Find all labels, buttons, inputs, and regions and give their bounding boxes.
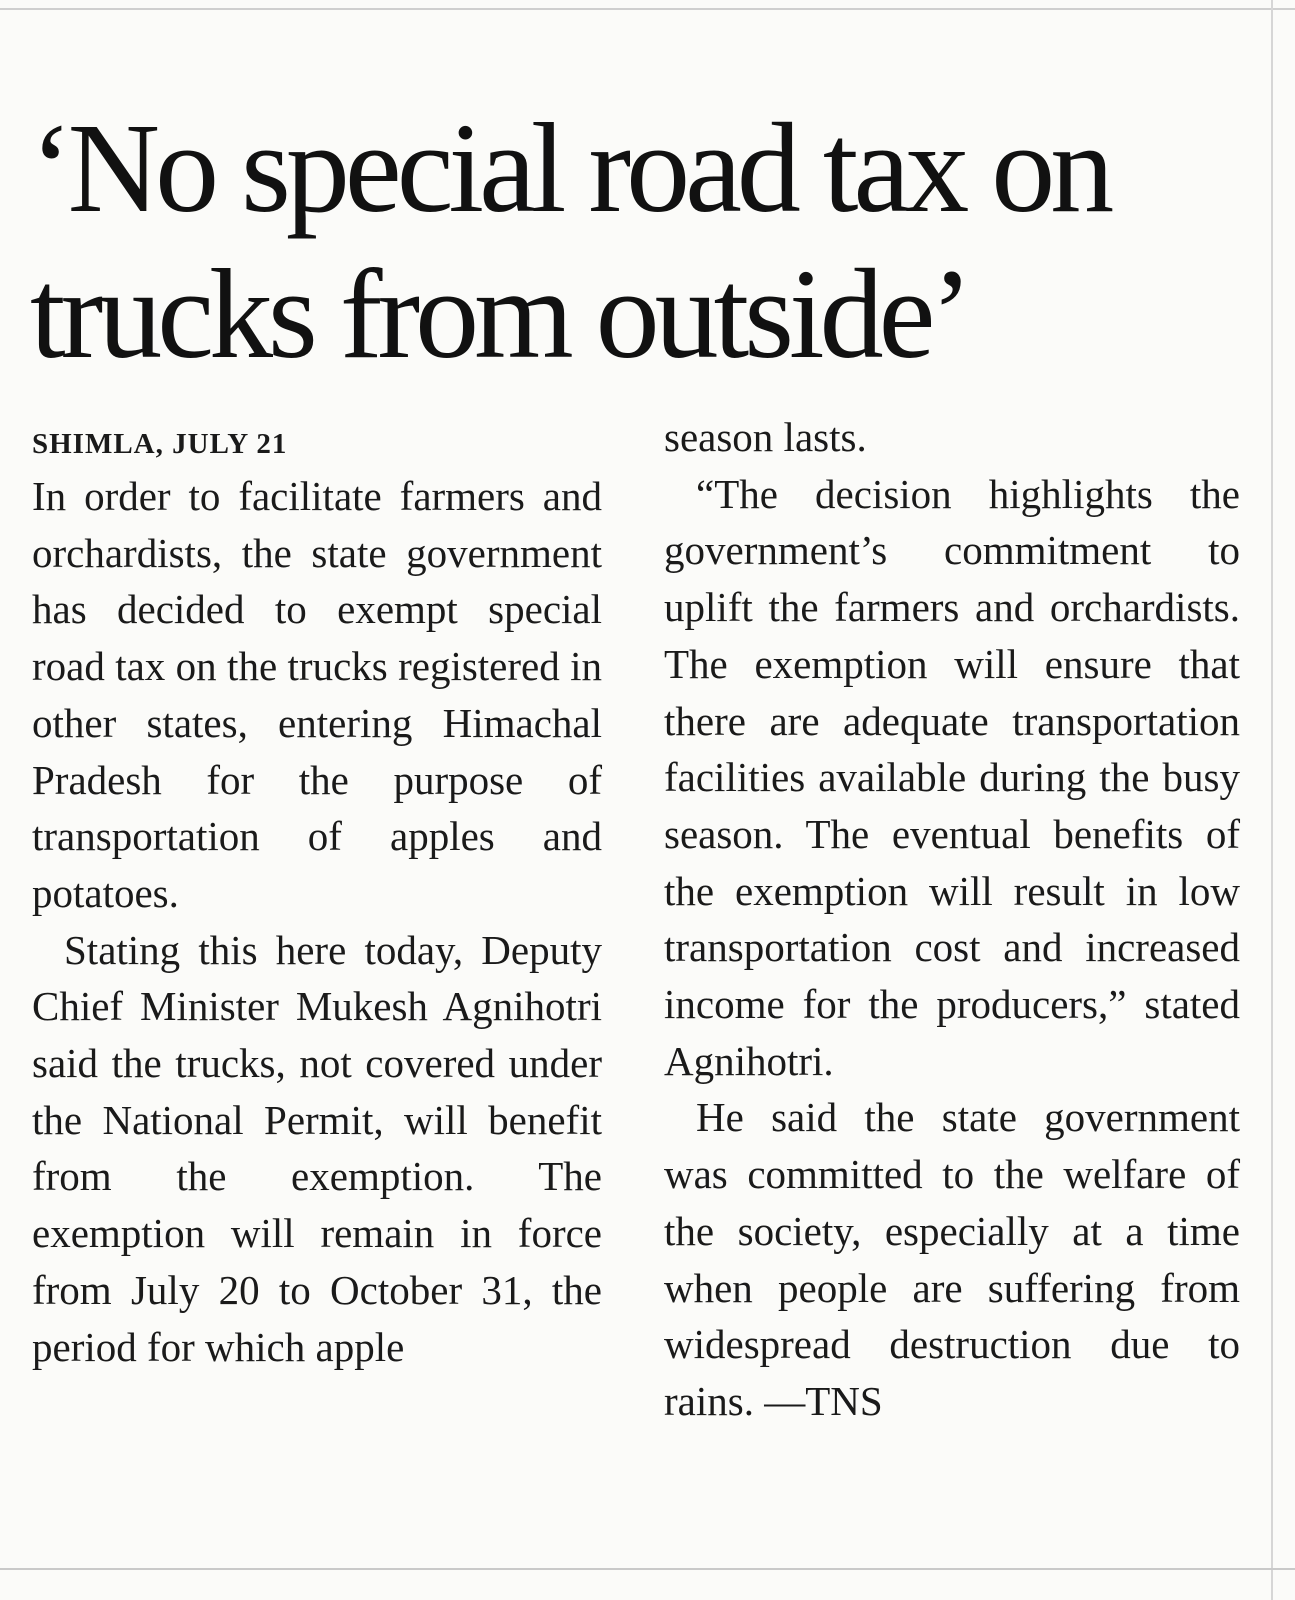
clipping-right-edge: [1271, 0, 1273, 1600]
article-column-right: [664, 409, 1240, 1430]
article-paragraph: Stating this here today, Deputy Chief Minister Mukesh Agnihotri said the trucks, not covered under the National Permit, will benefit from the exemption. The exemption will remain in force from July 20 to October 31, the period for which apple: [32, 926, 602, 1370]
article-dateline: SHIMLA, JULY 21: [32, 428, 288, 460]
article-paragraph: In order to facilitate farmers and orchardists, the state government has decided to exempt special road tax on the trucks registered in other states, entering Himachal Pradesh for the purpose of transportation of apples and potatoes.: [32, 473, 602, 916]
clipping-bottom-edge: [0, 1568, 1295, 1570]
article-column-left: [32, 410, 602, 1375]
article-paragraph: season lasts.: [664, 414, 867, 460]
article-paragraph: He said the state government was committed to the welfare of the society, especially at a time when people are suffering from widespread destruction due to rains. —TNS: [664, 1094, 1240, 1424]
article-paragraph: “The decision highlights the government’s commitment to uplift the farmers and orchardists. The exemption will ensure that there are adequate transportation facilities available during the busy season. The eventual benefits of the exemption will result in low transportation cost and increased income for the producers,” stated Agnihotri.: [664, 470, 1240, 1084]
clipping-top-edge: [0, 8, 1295, 10]
article-headline: ‘No special road tax on trucks from outside’: [30, 97, 1110, 385]
